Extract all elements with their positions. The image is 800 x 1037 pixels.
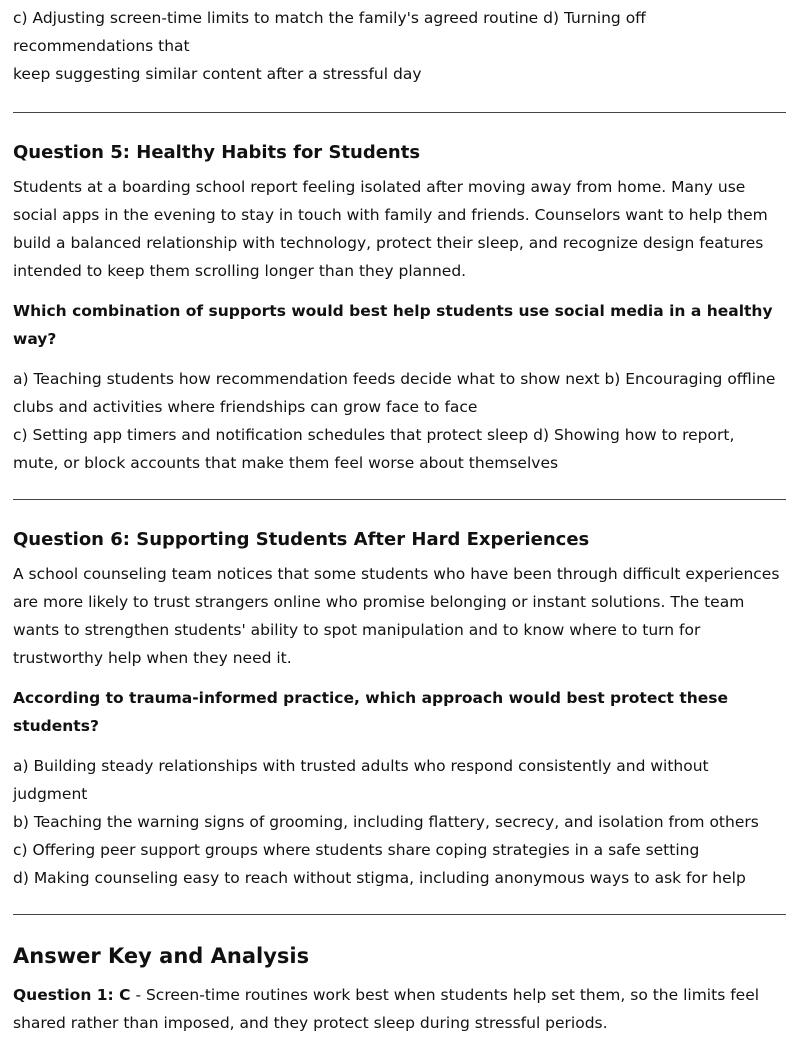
divider [13,499,786,500]
question-prompt: According to trauma-informed practice, which approach would best protect these students? [13,689,729,735]
answer-key-item [13,981,786,1037]
option-line: a) Teaching students how recommendation feeds decide what to show next b) Encouraging offline [13,370,776,388]
option-line: b) Teaching the warning signs of grooming, including flattery, secrecy, and isolation from others [13,813,759,831]
question-context: A school counseling team notices that some students who have been through difficult experiences are more likely to trust strangers online who promise belonging or instant solutions. The team wants to strengthen students' ability to spot manipulation and to know where to turn for trustworthy help when they need it. [13,565,780,667]
option-line: c) Offering peer support groups where students share coping strategies in a safe setting [13,841,700,859]
question-prompt: Which combination of supports would best help students use social media in a healthy way? [13,302,773,348]
option-line: c) Setting app timers and notification schedules that protect sleep d) Showing how to report, [13,426,735,444]
question-5 [13,139,786,477]
answer-options [13,365,786,477]
answer-options [13,752,786,892]
answer-key [13,941,786,1037]
answer-key-explanation: - Screen-time routines work best when students help set them, so the limits feel shared rather than imposed, and they protect sleep during stressful periods. [13,986,760,1032]
question-6 [13,526,786,892]
answer-key-label: Question 1: C [13,986,131,1004]
intro-options [13,4,786,88]
divider [13,914,786,915]
question-title: Question 6: Supporting Students After Hard Experiences [13,529,590,550]
option-line: clubs and activities where friendships can grow face to face [13,398,478,416]
option-line: a) Building steady relationships with trusted adults who respond consistently and without judgment [13,757,709,803]
divider [13,112,786,113]
option-line: c) Adjusting screen-time limits to match the family's agreed routine d) Turning off recommendations that [13,9,646,55]
option-line: d) Making counseling easy to reach without stigma, including anonymous ways to ask for help [13,869,746,887]
question-title: Question 5: Healthy Habits for Students [13,142,421,163]
question-context: Students at a boarding school report feeling isolated after moving away from home. Many use social apps in the evening to stay in touch with family and friends. Counselors want to help them build a balanced relationship with technology, protect their sleep, and recognize design features intended to keep them scrolling longer than they planned. [13,178,768,280]
answer-key-heading: Answer Key and Analysis [13,944,310,968]
option-line: keep suggesting similar content after a stressful day [13,65,422,83]
option-line: mute, or block accounts that make them feel worse about themselves [13,454,559,472]
